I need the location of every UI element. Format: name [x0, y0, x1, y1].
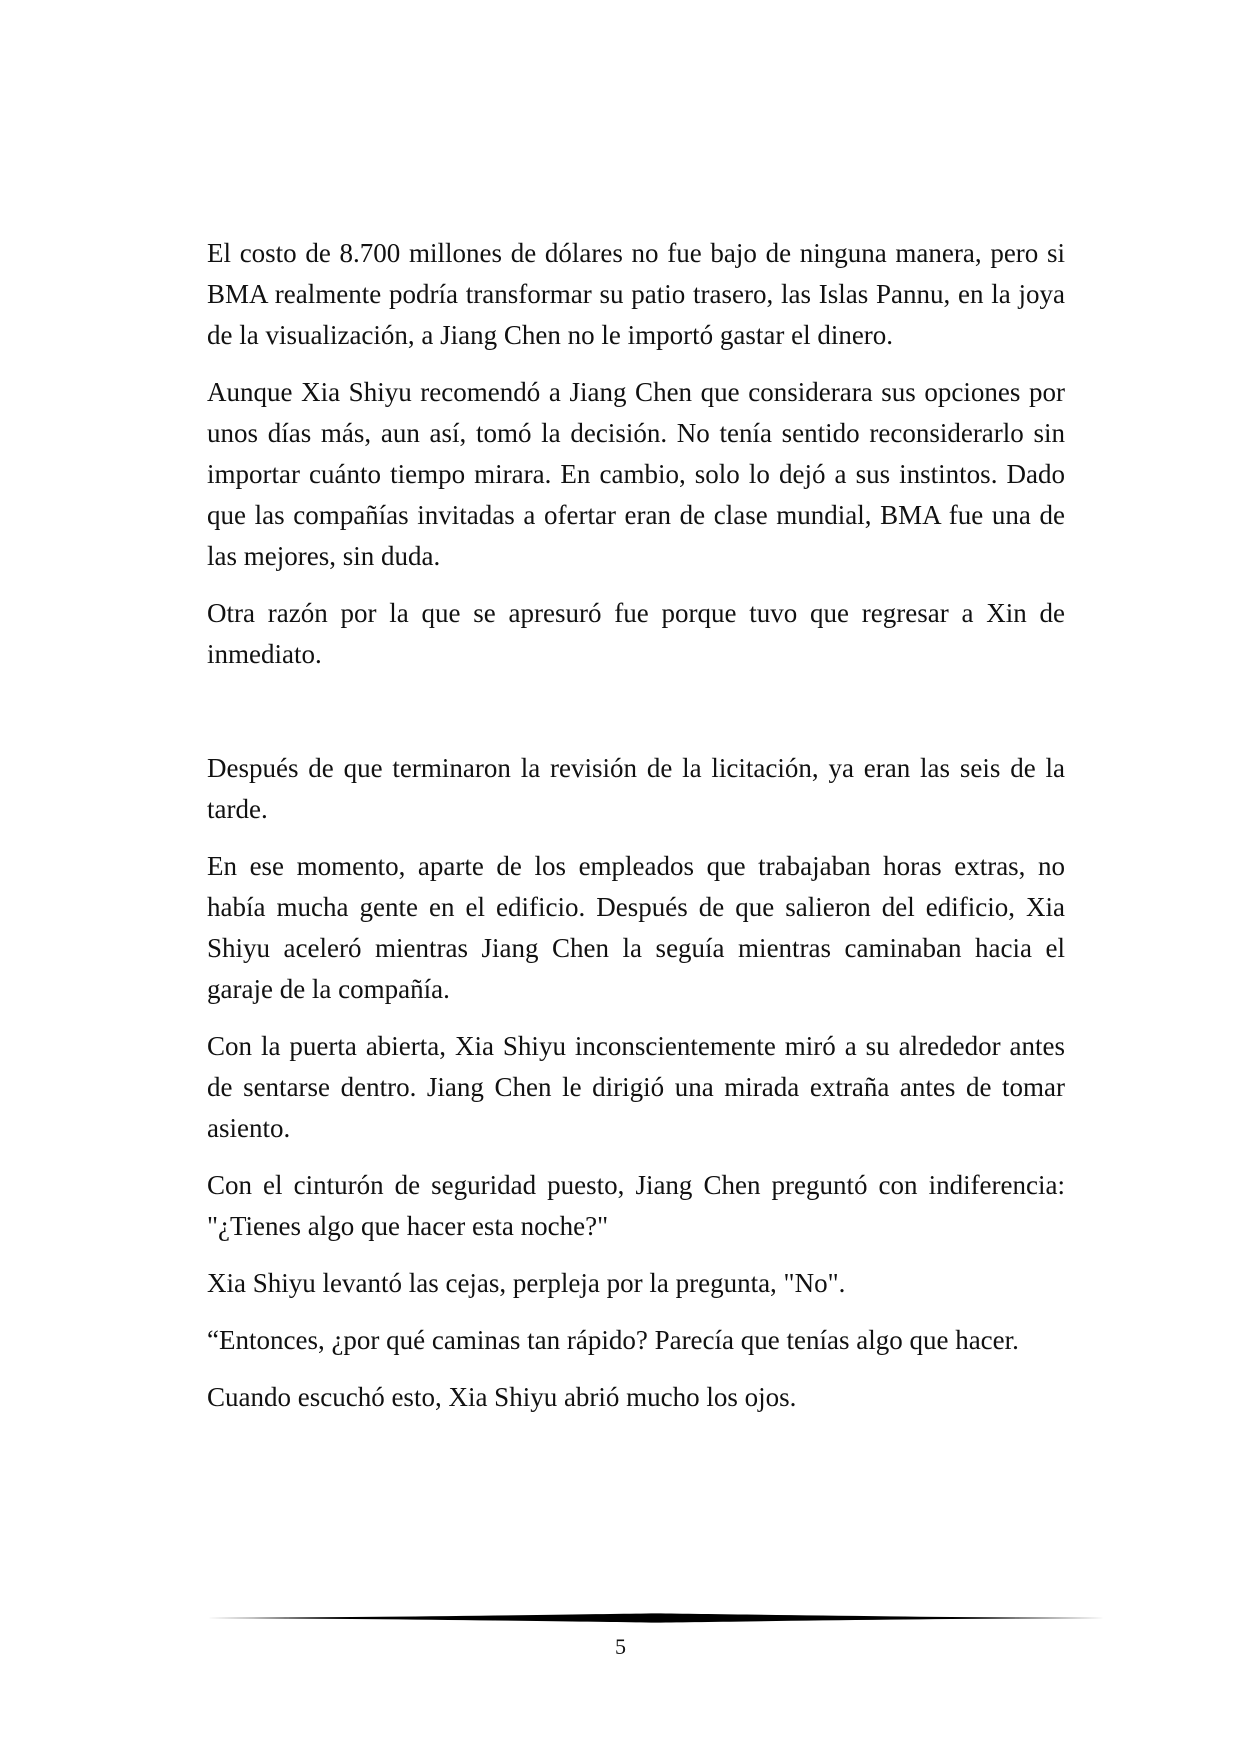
body-text	[207, 233, 1065, 1434]
paragraph: Otra razón por la que se apresuró fue porque tuvo que regresar a Xin de inmediato.	[207, 598, 1065, 669]
paragraph: Después de que terminaron la revisión de la licitación, ya eran las seis de la tarde.	[207, 753, 1065, 824]
paragraph: El costo de 8.700 millones de dólares no fue bajo de ninguna manera, pero si BMA realmente podría transformar su patio trasero, las Islas Pannu, en la joya de la visualización, a Jiang Chen no le importó gastar el dinero.	[207, 238, 1065, 350]
paragraph: Con el cinturón de seguridad puesto, Jiang Chen preguntó con indiferencia: "¿Tienes algo que hacer esta noche?"	[207, 1170, 1065, 1241]
paragraph: En ese momento, aparte de los empleados que trabajaban horas extras, no había mucha gente en el edificio. Después de que salieron del edificio, Xia Shiyu aceleró mientras Jiang Chen la seguía mientras caminaban hacia el garaje de la compañía.	[207, 851, 1065, 1004]
footer-rule-shape	[207, 1613, 1105, 1622]
page-number: 5	[615, 1634, 626, 1659]
paragraph: Cuando escuchó esto, Xia Shiyu abrió mucho los ojos.	[207, 1382, 797, 1412]
footer-ornamental-rule	[207, 1612, 1105, 1624]
paragraph: “Entonces, ¿por qué caminas tan rápido? Parecía que tenías algo que hacer.	[207, 1325, 1019, 1355]
section-break	[207, 691, 1065, 748]
paragraph: Con la puerta abierta, Xia Shiyu inconscientemente miró a su alrededor antes de sentarse dentro. Jiang Chen le dirigió una mirada extraña antes de tomar asiento.	[207, 1031, 1065, 1143]
paragraph: Aunque Xia Shiyu recomendó a Jiang Chen que considerara sus opciones por unos días más, aun así, tomó la decisión. No tenía sentido reconsiderarlo sin importar cuánto tiempo mirara. En cambio, solo lo dejó a sus instintos. Dado que las compañías invitadas a ofertar eran de clase mundial, BMA fue una de las mejores, sin duda.	[207, 377, 1065, 571]
paragraph: Xia Shiyu levantó las cejas, perpleja por la pregunta, "No".	[207, 1268, 846, 1298]
